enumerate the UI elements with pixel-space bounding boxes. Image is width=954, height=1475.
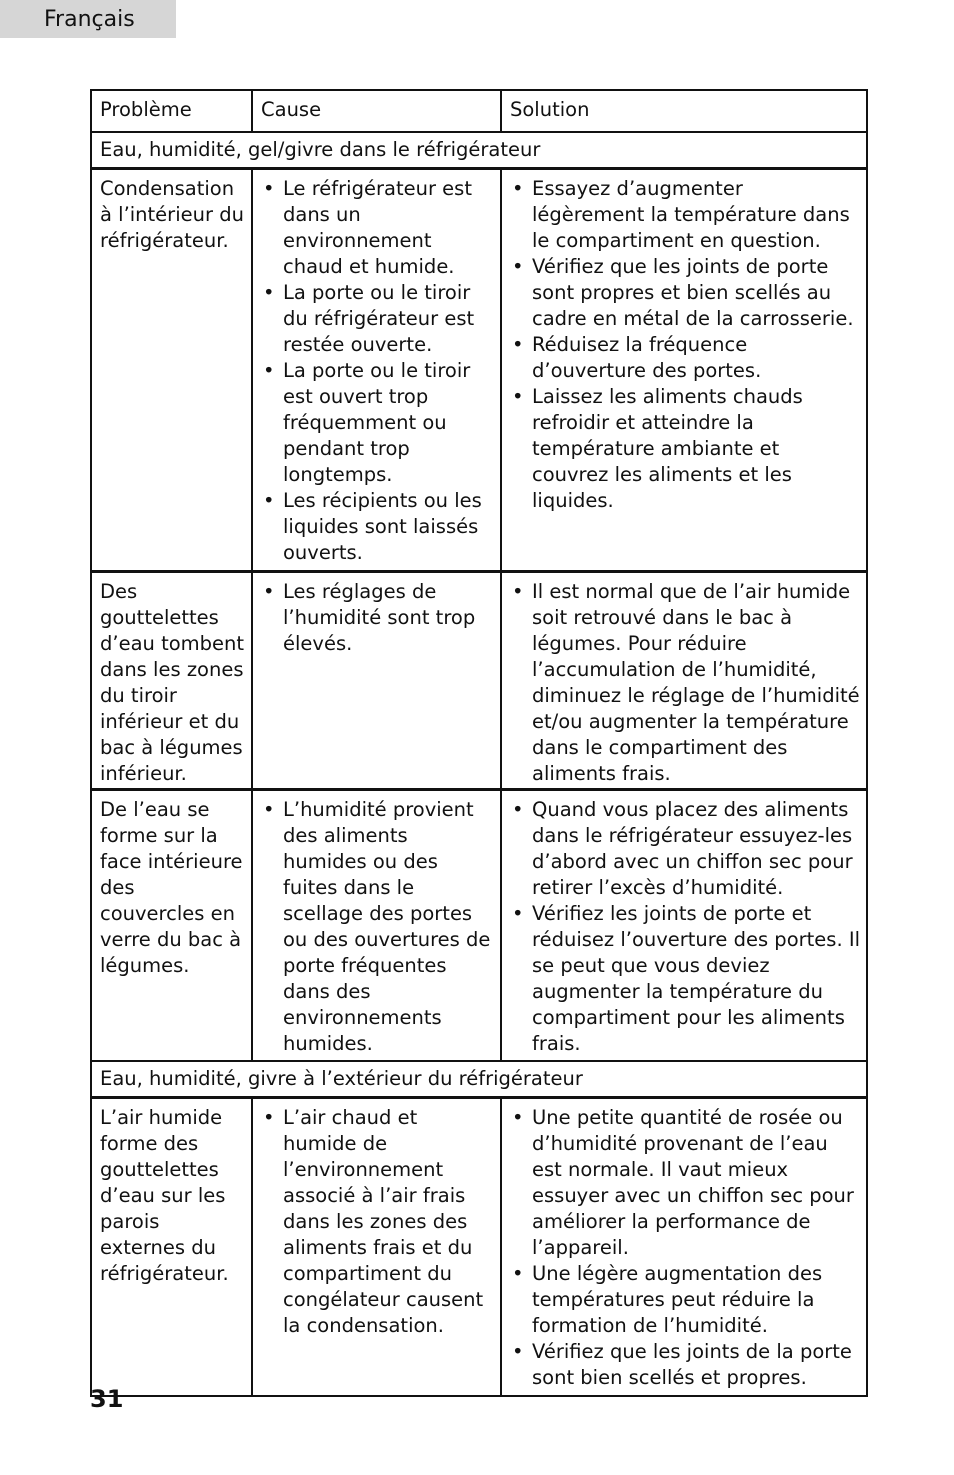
cause-cell [252, 1097, 501, 1396]
table-row [91, 168, 867, 571]
list-item: • La porte ou le tiroir du réfrigérateur est restée ouverte. [261, 280, 494, 358]
list-item: • Laissez les aliments chauds refroidir et atteindre la température ambiante et couvrez les aliments et les liquides. [510, 384, 860, 514]
section-title: Eau, humidité, givre à l’extérieur du réfrigérateur [91, 1061, 867, 1097]
solution-cell [501, 789, 867, 1061]
list-item: • Quand vous placez des aliments dans le réfrigérateur essuyez-les d’abord avec un chiffon sec pour retirer l’excès d’humidité. [510, 797, 860, 901]
list-item: • La porte ou le tiroir est ouvert trop fréquemment ou pendant trop longtemps. [261, 358, 494, 488]
list-item: • Il est normal que de l’air humide soit retrouvé dans le bac à légumes. Pour réduire l’accumulation de l’humidité, diminuez le réglage de l’humidité et/ou augmenter la température dans le compartiment des aliments frais. [510, 579, 860, 787]
problem-cell: L’air humide forme des gouttelettes d’eau sur les parois externes du réfrigérateur. [91, 1097, 252, 1396]
cause-list [261, 1105, 494, 1339]
language-tab: Français [0, 0, 176, 38]
cause-list [261, 176, 494, 566]
cause-cell [252, 571, 501, 789]
solution-cell [501, 571, 867, 789]
table-row [91, 789, 867, 1061]
solution-cell [501, 168, 867, 571]
table-row [91, 1097, 867, 1396]
cause-cell [252, 789, 501, 1061]
list-item: • Vérifiez les joints de porte et réduisez l’ouverture des portes. Il se peut que vous deviez augmenter la température du compartiment pour les aliments frais. [510, 901, 860, 1057]
solution-list [510, 797, 860, 1057]
column-header-cause: Cause [252, 90, 501, 132]
list-item: • Vérifiez que les joints de la porte sont bien scellés et propres. [510, 1339, 860, 1391]
cause-list [261, 797, 494, 1057]
list-item: • Une petite quantité de rosée ou d’humidité provenant de l’eau est normale. Il vaut mieux essuyer avec un chiffon sec pour améliorer la performance de l’appareil. [510, 1105, 860, 1261]
problem-cell: Condensation à l’intérieur du réfrigérateur. [91, 168, 252, 571]
list-item: • Une légère augmentation des températures peut réduire la formation de l’humidité. [510, 1261, 860, 1339]
problem-cell: Des gouttelettes d’eau tombent dans les zones du tiroir inférieur et du bac à légumes inférieur. [91, 571, 252, 789]
solution-cell [501, 1097, 867, 1396]
list-item: • Vérifiez que les joints de porte sont propres et bien scellés au cadre en métal de la carrosserie. [510, 254, 860, 332]
table-row [91, 571, 867, 789]
solution-list [510, 579, 860, 787]
section-row [91, 1061, 867, 1097]
page-number: 31 [90, 1385, 124, 1413]
troubleshooting-table [90, 89, 868, 1397]
list-item: • Les récipients ou les liquides sont laissés ouverts. [261, 488, 494, 566]
list-item: • L’humidité provient des aliments humides ou des fuites dans le scellage des portes ou des ouvertures de porte fréquentes dans des environnements humides. [261, 797, 494, 1057]
section-title: Eau, humidité, gel/givre dans le réfrigérateur [91, 132, 867, 168]
solution-list [510, 1105, 860, 1391]
list-item: • Réduisez la fréquence d’ouverture des portes. [510, 332, 860, 384]
column-header-solution: Solution [501, 90, 867, 132]
list-item: • Le réfrigérateur est dans un environnement chaud et humide. [261, 176, 494, 280]
column-header-problem: Problème [91, 90, 252, 132]
list-item: • L’air chaud et humide de l’environnement associé à l’air frais dans les zones des aliments frais et du compartiment du congélateur causent la condensation. [261, 1105, 494, 1339]
cause-list [261, 579, 494, 657]
list-item: • Les réglages de l’humidité sont trop élevés. [261, 579, 494, 657]
cause-cell [252, 168, 501, 571]
table-header-row [91, 90, 867, 132]
solution-list [510, 176, 860, 514]
list-item: • Essayez d’augmenter légèrement la température dans le compartiment en question. [510, 176, 860, 254]
problem-cell: De l’eau se forme sur la face intérieure des couvercles en verre du bac à légumes. [91, 789, 252, 1061]
section-row [91, 132, 867, 168]
